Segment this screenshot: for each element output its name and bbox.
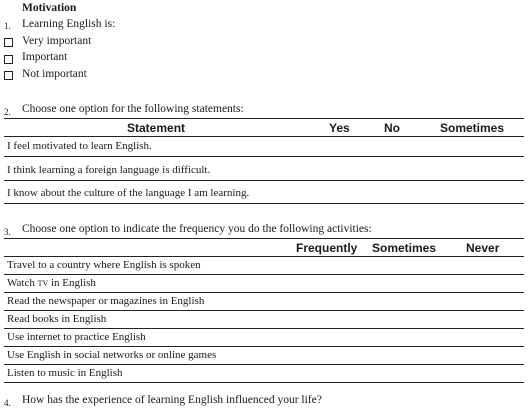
q3-table-top-rule: [4, 238, 524, 239]
q3-activity-row: Travel to a country where English is spoken: [7, 259, 201, 271]
q3-row-rule: [4, 382, 524, 383]
q2-row-rule: [4, 156, 524, 157]
q2-number: 2.: [4, 107, 11, 117]
q2-header-yes: Yes: [329, 121, 350, 135]
q2-header-no: No: [384, 121, 400, 135]
q3-row-rule: [4, 328, 524, 329]
q3-activity-row: Watch tv in English: [7, 277, 96, 289]
q2-statement-row: I feel motivated to learn English.: [7, 140, 152, 152]
q3-row-rule: [4, 364, 524, 365]
q2-header-rule: [4, 136, 524, 137]
q3-activity-row: Read books in English: [7, 313, 107, 325]
q4-text: How has the experience of learning English influenced your life?: [22, 394, 322, 406]
q3-row-rule: [4, 292, 524, 293]
q2-row-rule: [4, 203, 524, 204]
q1-text: Learning English is:: [22, 18, 116, 30]
q3-header-never: Never: [466, 241, 500, 255]
q3-row-rule: [4, 274, 524, 275]
q2-table-top-rule: [4, 118, 524, 119]
q2-header-statement: Statement: [127, 121, 186, 135]
q3-activity-row: Use internet to practice English: [7, 331, 146, 343]
q2-statement-row: I think learning a foreign language is difficult.: [7, 164, 211, 176]
q3-header-frequently: Frequently: [296, 241, 358, 255]
q2-text: Choose one option for the following statements:: [22, 103, 244, 115]
q3-header-rule: [4, 256, 524, 257]
q1-option-checkbox[interactable]: [4, 55, 13, 64]
q3-number: 3.: [4, 227, 11, 237]
q4-number: 4.: [4, 398, 11, 408]
q3-activity-row: Use English in social networks or online games: [7, 349, 217, 361]
q2-row-rule: [4, 180, 524, 181]
q1-option-checkbox[interactable]: [4, 71, 13, 80]
q3-text: Choose one option to indicate the frequency you do the following activities:: [22, 223, 372, 235]
q1-option-label: Very important: [22, 35, 92, 47]
q3-activity-row: Read the newspaper or magazines in English: [7, 295, 205, 307]
q3-row-rule: [4, 310, 524, 311]
q2-header-sometimes: Sometimes: [440, 121, 505, 135]
q3-row-rule: [4, 346, 524, 347]
q1-option-checkbox[interactable]: [4, 38, 13, 47]
q2-statement-row: I know about the culture of the language I am learning.: [7, 187, 250, 199]
q3-activity-row: Listen to music in English: [7, 367, 123, 379]
q3-header-sometimes: Sometimes: [372, 241, 437, 255]
section-title: Motivation: [22, 2, 77, 14]
q1-option-label: Important: [22, 51, 68, 63]
q1-number: 1.: [4, 21, 11, 31]
q1-option-label: Not important: [22, 68, 87, 80]
